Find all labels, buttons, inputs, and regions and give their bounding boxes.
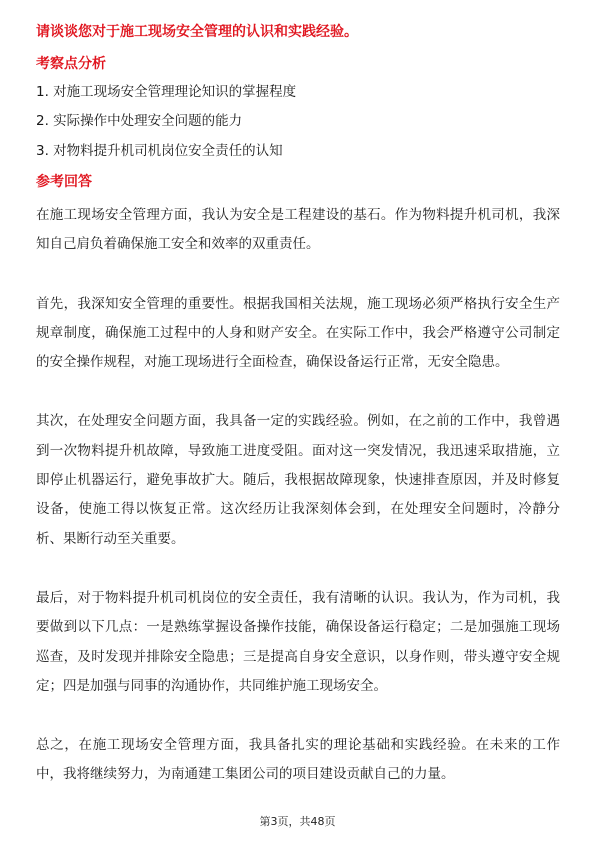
analysis-heading: 考察点分析 [36, 56, 106, 72]
page-indicator: 第3页，共48页 [259, 815, 336, 828]
analysis-point: 3. 对物料提升机司机岗位安全责任的认知 [36, 143, 283, 159]
answer-paragraph: 在施工现场安全管理方面，我认为安全是工程建设的基石。作为物料提升机司机，我深知自己肩负着确保施工安全和效率的双重责任。 [36, 207, 560, 253]
answer-body [36, 201, 560, 820]
answer-paragraph: 其次，在处理安全问题方面，我具备一定的实践经验。例如，在之前的工作中，我曾遇到一次物料提升机故障，导致施工进度受阻。面对这一突发情况，我迅速采取措施，立即停止机器运行，避免事故扩大。随后，我根据故障现象，快速排查原因，并及时修复设备，使施工得以恢复正常。这次经历让我深刻体会到，在处理安全问题时，冷静分析、果断行动至关重要。 [36, 413, 560, 547]
answer-heading: 参考回答 [36, 174, 92, 190]
answer-paragraph: 首先，我深知安全管理的重要性。根据我国相关法规，施工现场必须严格执行安全生产规章制度，确保施工过程中的人身和财产安全。在实际工作中，我会严格遵守公司制定的安全操作规程，对施工现场进行全面检查，确保设备运行正常，无安全隐患。 [36, 295, 560, 371]
analysis-point: 1. 对施工现场安全管理理论知识的掌握程度 [36, 84, 297, 100]
analysis-point: 2. 实际操作中处理安全问题的能力 [36, 113, 243, 129]
answer-paragraph: 最后，对于物料提升机司机岗位的安全责任，我有清晰的认识。我认为，作为司机，我要做到以下几点：一是熟练掌握设备操作技能，确保设备运行稳定；二是加强施工现场巡查，及时发现并排除安全隐患；三是提高自身安全意识，以身作则，带头遵守安全规定；四是加强与同事的沟通协作，共同维护施工现场安全。 [36, 589, 560, 694]
question-title: 请谈谈您对于施工现场安全管理的认识和实践经验。 [36, 24, 358, 40]
answer-paragraph: 总之，在施工现场安全管理方面，我具备扎实的理论基础和实践经验。在未来的工作中，我将继续努力，为南通建工集团公司的项目建设贡献自己的力量。 [36, 737, 560, 783]
